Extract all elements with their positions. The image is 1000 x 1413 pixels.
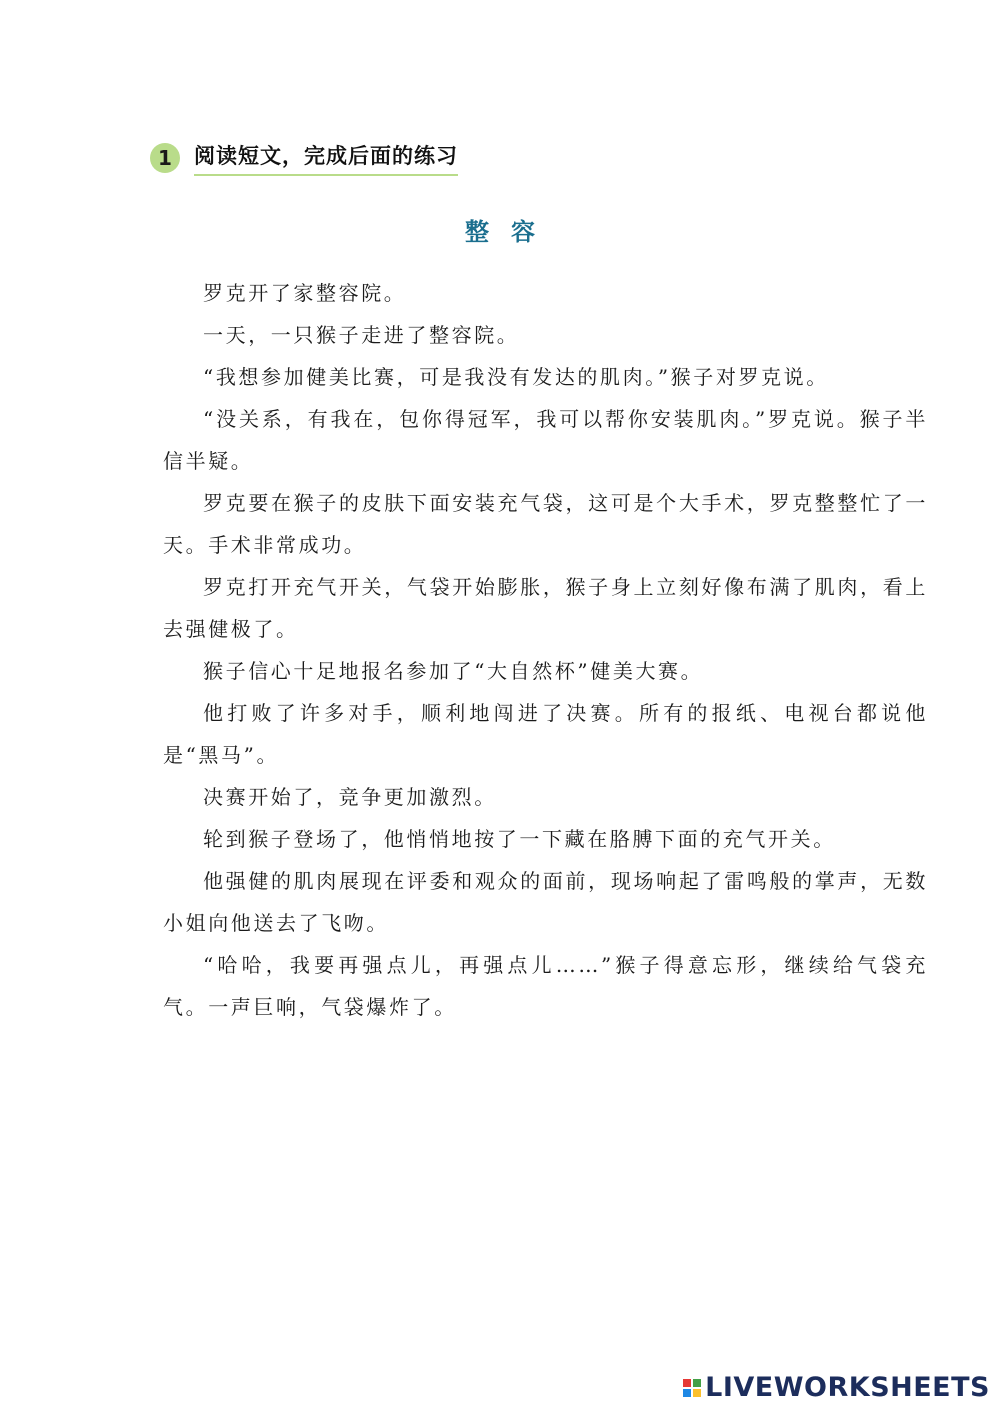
section-number-badge: 1: [150, 143, 180, 173]
section-title: 阅读短文，完成后面的练习: [194, 140, 458, 176]
logo-block: [693, 1379, 701, 1387]
liveworksheets-watermark: [683, 1372, 990, 1403]
story-paragraph: “没关系，有我在，包你得冠军，我可以帮你安装肌肉。”罗克说。猴子半信半疑。: [163, 407, 928, 473]
story-body: [163, 272, 928, 1028]
story-paragraph: 罗克打开充气开关，气袋开始膨胀，猴子身上立刻好像布满了肌肉，看上去强健极了。: [163, 575, 928, 641]
story-title: 整容: [465, 217, 557, 246]
story-paragraph: 决赛开始了，竞争更加激烈。: [203, 785, 497, 809]
story-paragraph: 罗克开了家整容院。: [203, 281, 407, 305]
story-paragraph: 一天，一只猴子走进了整容院。: [203, 323, 520, 347]
story-paragraph: 猴子信心十足地报名参加了“大自然杯”健美大赛。: [203, 659, 704, 683]
story-paragraph: “哈哈，我要再强点儿，再强点儿……”猴子得意忘形，继续给气袋充气。一声巨响，气袋爆炸了。: [163, 953, 928, 1019]
logo-block: [683, 1379, 691, 1387]
watermark-text: LIVEWORKSHEETS: [705, 1372, 990, 1403]
story-paragraph: “我想参加健美比赛，可是我没有发达的肌肉。”猴子对罗克说。: [203, 365, 829, 389]
liveworksheets-logo-icon: [683, 1379, 701, 1397]
logo-block: [683, 1389, 691, 1397]
story-paragraph: 罗克要在猴子的皮肤下面安装充气袋，这可是个大手术，罗克整整忙了一天。手术非常成功。: [163, 491, 928, 557]
logo-block: [693, 1389, 701, 1397]
story-paragraph: 他强健的肌肉展现在评委和观众的面前，现场响起了雷鸣般的掌声，无数小姐向他送去了飞吻。: [163, 869, 928, 935]
section-header: [150, 140, 458, 176]
story-paragraph: 他打败了许多对手，顺利地闯进了决赛。所有的报纸、电视台都说他是“黑马”。: [163, 701, 928, 767]
story-paragraph: 轮到猴子登场了，他悄悄地按了一下藏在胳膊下面的充气开关。: [203, 827, 836, 851]
